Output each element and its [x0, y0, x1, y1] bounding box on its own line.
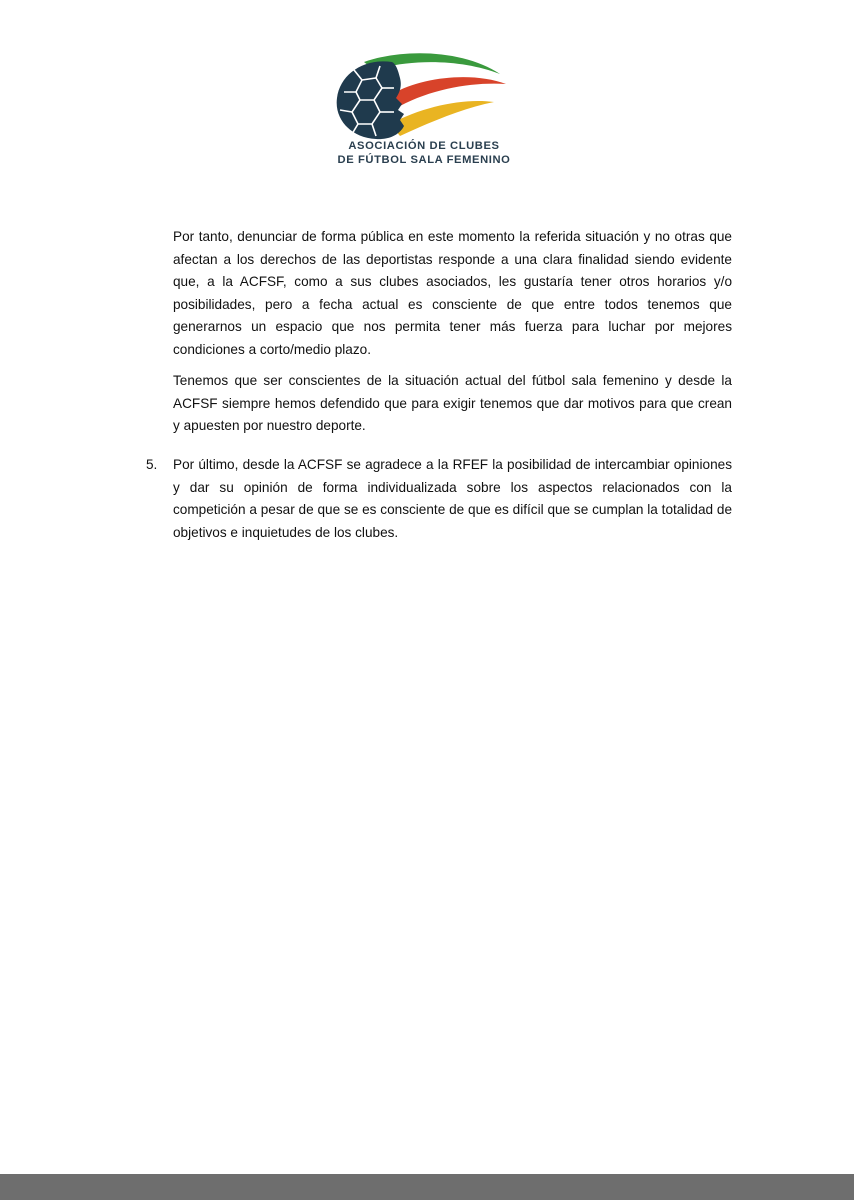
- logo-title-line2: DE FÚTBOL SALA FEMENINO: [337, 154, 511, 166]
- footer-bar: [0, 1174, 854, 1200]
- body-paragraph-2: Tenemos que ser conscientes de la situación actual del fútbol sala femenino y desde la ACFSF siempre hemos defendido que para exigir tenemos que dar motivos para que crean y apuesten por nuestro deporte.: [173, 373, 732, 434]
- logo-emblem-icon: [334, 48, 514, 140]
- list-item-number: 5.: [146, 457, 158, 472]
- association-logo: [334, 48, 514, 170]
- logo-title-line1: ASOCIACIÓN DE CLUBES: [348, 140, 500, 152]
- body-paragraph-1: Por tanto, denunciar de forma pública en este momento la referida situación y no otras que afectan a los derechos de las deportistas responde a una clara finalidad siendo evidente que, a la ACFSF, como a sus clubes asociados, les gustaría tener otros horarios y/o posibilidades, pero a fecha actual es consciente de que entre todos tenemos que generarnos un espacio que nos permita tener más fuerza para luchar por mejores condiciones a corto/medio plazo.: [173, 229, 732, 357]
- list-item-text: Por último, desde la ACFSF se agradece a la RFEF la posibilidad de intercambiar opiniones y dar su opinión de forma individualizada sobre los aspectos relacionados con la competición a pesar de que se es consciente de que es difícil que se cumplan la totalidad de objetivos e inquietudes de los clubes.: [173, 457, 732, 540]
